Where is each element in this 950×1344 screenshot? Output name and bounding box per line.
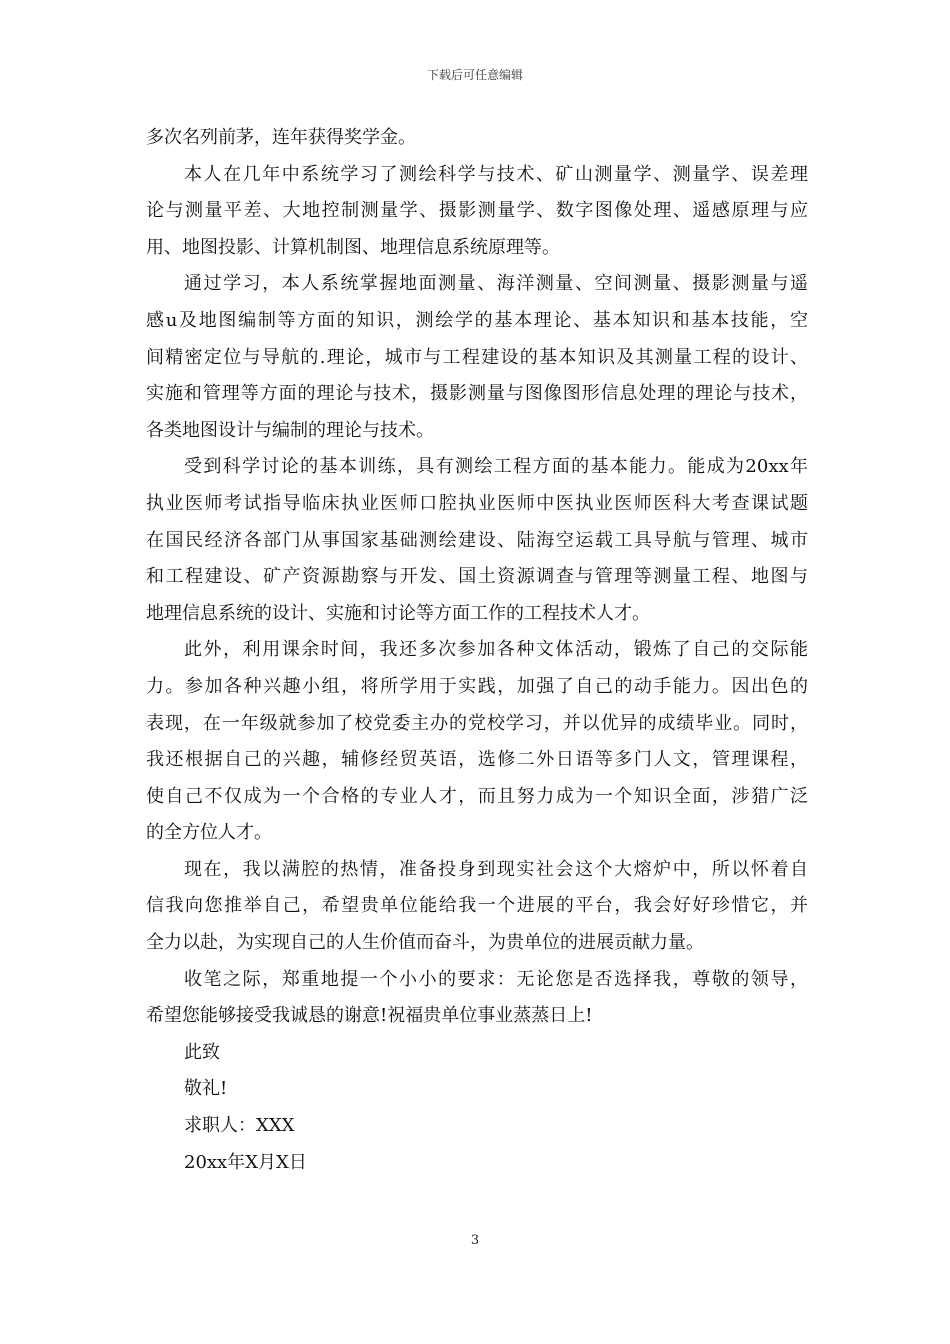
text-line: 用、地图投影、计算机制图、地理信息系统原理等。 bbox=[146, 236, 560, 258]
text-line: 间精密定位与导航的.理论，城市与工程建设的基本知识及其测量工程的设计、 bbox=[146, 346, 808, 368]
paragraph-start-line: 受到科学讨论的基本训练，具有测绘工程方面的基本能力。能成为20xx年 bbox=[184, 456, 808, 478]
letter-body bbox=[146, 120, 808, 1181]
text-line: 实施和管理等方面的理论与技术，摄影测量与图像图形信息处理的理论与技术， bbox=[146, 383, 808, 405]
text-line: 在国民经济各部门从事国家基础测绘建设、陆海空运载工具导航与管理、城市 bbox=[146, 529, 808, 551]
text-line: 多次名列前茅，连年获得奖学金。 bbox=[146, 127, 416, 148]
text-line: 力。参加各种兴趣小组，将所学用于实践，加强了自己的动手能力。因出色的 bbox=[146, 675, 808, 697]
text-line: 的全方位人才。 bbox=[146, 822, 272, 844]
closing-regards: 敬礼! bbox=[184, 1078, 228, 1100]
page-header-note: 下载后可任意编辑 bbox=[426, 68, 523, 82]
text-line: 希望您能够接受我诚恳的谢意!祝福贵单位事业蒸蒸日上! bbox=[146, 1005, 593, 1027]
letter-date: 20xx年X月X日 bbox=[184, 1151, 307, 1173]
paragraph-start-line: 通过学习，本人系统掌握地面测量、海洋测量、空间测量、摄影测量与遥 bbox=[184, 273, 808, 295]
text-line: 执业医师考试指导临床执业医师口腔执业医师中医执业医师医科大考查课试题 bbox=[146, 492, 808, 514]
text-line: 信我向您推举自己，希望贵单位能给我一个进展的平台，我会好好珍惜它，并 bbox=[146, 895, 808, 917]
paragraph-start-line: 收笔之际，郑重地提一个小小的要求：无论您是否选择我，尊敬的领导， bbox=[184, 968, 808, 990]
text-line: 和工程建设、矿产资源勘察与开发、国土资源调查与管理等测量工程、地图与 bbox=[146, 566, 808, 588]
text-line: 感u及地图编制等方面的知识，测绘学的基本理论、基本知识和基本技能，空 bbox=[146, 309, 808, 331]
text-line: 表现，在一年级就参加了校党委主办的党校学习，并以优异的成绩毕业。同时， bbox=[146, 712, 808, 734]
text-line: 全力以赴，为实现自己的人生价值而奋斗，为贵单位的进展贡献力量。 bbox=[146, 932, 704, 954]
applicant-signature: 求职人：XXX bbox=[184, 1115, 295, 1137]
text-line: 论与测量平差、大地控制测量学、摄影测量学、数字图像处理、遥感原理与应 bbox=[146, 200, 808, 222]
text-line: 使自己不仅成为一个合格的专业人才，而且努力成为一个知识全面，涉猎广泛 bbox=[146, 785, 808, 807]
paragraph-start-line: 本人在几年中系统学习了测绘科学与技术、矿山测量学、测量学、误差理 bbox=[184, 163, 808, 185]
paragraph-start-line: 现在，我以满腔的热情，准备投身到现实社会这个大熔炉中，所以怀着自 bbox=[184, 858, 808, 880]
text-line: 地理信息系统的设计、实施和讨论等方面工作的工程技术人才。 bbox=[146, 602, 650, 624]
page-number: 3 bbox=[470, 1233, 480, 1248]
paragraph-start-line: 此外，利用课余时间，我还多次参加各种文体活动，锻炼了自己的交际能 bbox=[184, 639, 808, 661]
closing-salutation: 此致 bbox=[184, 1041, 220, 1063]
text-line: 各类地图设计与编制的理论与技术。 bbox=[146, 419, 434, 441]
text-line: 我还根据自己的兴趣，辅修经贸英语，选修二外日语等多门人文，管理课程， bbox=[146, 749, 808, 771]
